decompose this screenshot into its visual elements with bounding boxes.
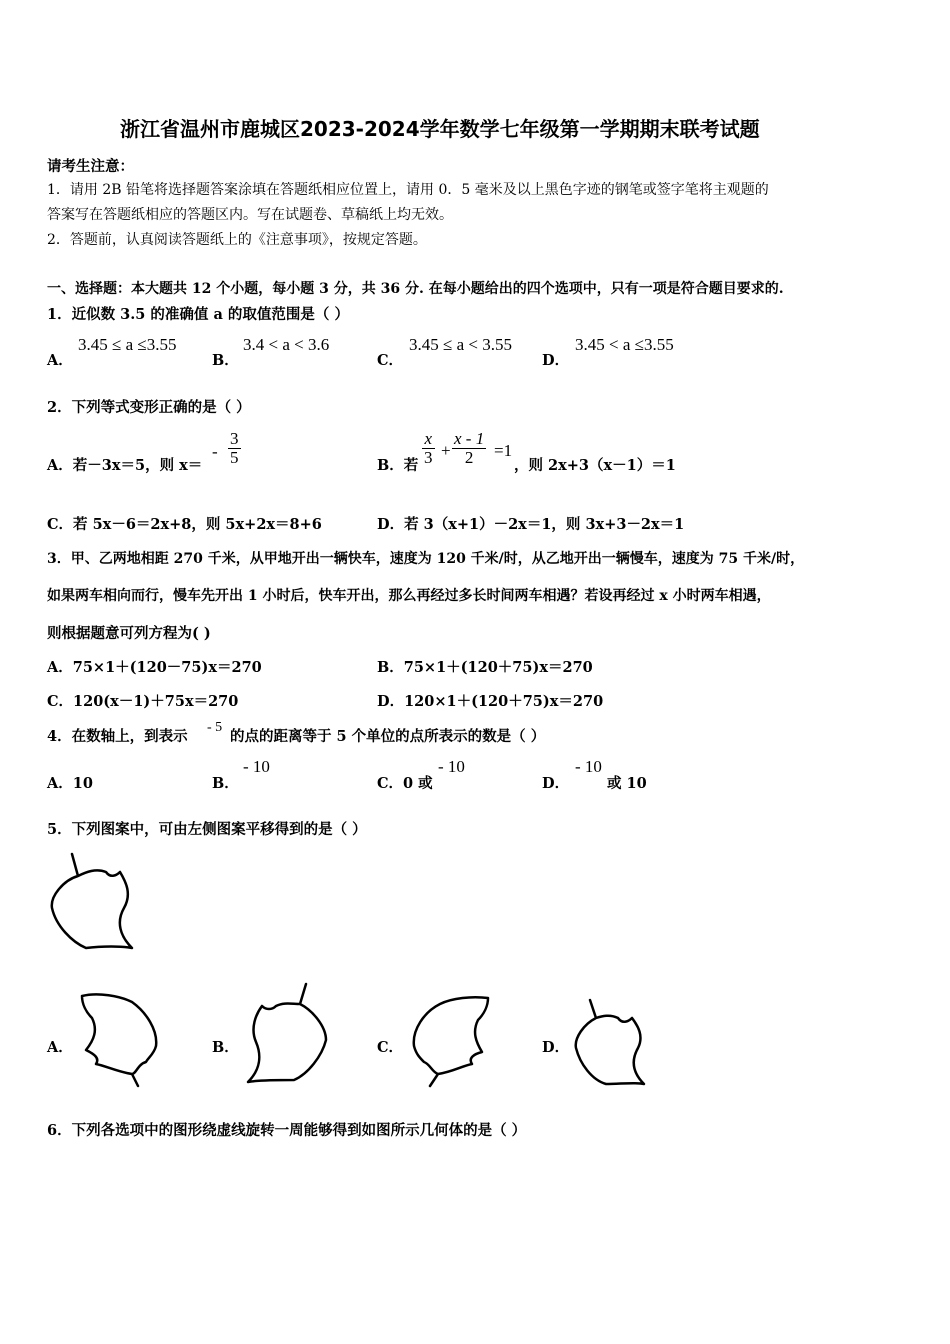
q4-option-c-value: - 10 <box>438 757 465 776</box>
notice-line1b: 答案写在答题纸相应的答题区内。写在试题卷、草稿纸上均无效。 <box>47 207 453 223</box>
q1-option-a: 3.45 ≤ a ≤3.55 <box>78 335 177 354</box>
q5-label-a: A． <box>47 1039 73 1056</box>
q3-stem-line3: 则根据题意可列方程为( ) <box>47 625 211 642</box>
q5-label-d: D． <box>542 1039 570 1056</box>
q2-b-equals: =1 <box>494 441 513 460</box>
q4-option-d-post: 或 10 <box>607 775 647 792</box>
q4-stem-pre: 4．在数轴上，到表示 <box>47 728 188 745</box>
q3-option-b: B．75×1＋(120＋75)x＝270 <box>377 659 593 676</box>
q4-stem-post: 的点的距离等于 5 个单位的点所表示的数是（ ） <box>230 728 546 745</box>
q5-stem: 5．下列图案中，可由左侧图案平移得到的是（ ） <box>47 821 367 838</box>
q2-a-numerator: 3 <box>230 429 239 448</box>
q5-option-b-leaf <box>240 982 335 1090</box>
q3-stem-line1: 3．甲、乙两地相距 270 千米，从甲地开出一辆快车，速度为 120 千米/时，从乙地开出一辆慢车，速度为 75 千米/时， <box>47 551 805 567</box>
q4-stem-number: - 5 <box>207 720 223 735</box>
q1-stem: 1．近似数 3.5 的准确值 a 的取值范围是（ ） <box>47 306 349 323</box>
q2-b-f1-numerator: x <box>424 429 433 448</box>
q3-option-d: D．120×1＋(120＋75)x＝270 <box>377 693 604 710</box>
page-title: 浙江省温州市鹿城区2023-2024学年数学七年级第一学期期末联考试题 <box>120 117 760 141</box>
q2-b-fraction-2 <box>452 430 486 467</box>
q4-label-d: D． <box>542 775 570 792</box>
notice-heading: 请考生注意： <box>47 158 134 175</box>
q2-option-a-minus: - <box>212 442 218 461</box>
q5-reference-leaf <box>44 848 139 956</box>
q2-b-fraction-1 <box>422 430 435 467</box>
notice-line2: 2．答题前，认真阅读答题纸上的《注意事项》，按规定答题。 <box>47 232 427 248</box>
q3-stem-line2: 如果两车相向而行，慢车先开出 1 小时后，快车开出，那么再经过多长时间两车相遇？若设再经过 x 小时两车相遇， <box>47 588 771 604</box>
q2-option-a-text: A．若－3x＝5，则 x＝ <box>47 457 203 474</box>
q2-b-plus: + <box>441 441 451 460</box>
q3-option-a: A．75×1＋(120－75)x＝270 <box>47 659 262 676</box>
q2-stem: 2．下列等式变形正确的是（ ） <box>47 399 251 416</box>
q1-label-c: C． <box>377 352 404 369</box>
q4-option-a: A．10 <box>47 775 93 792</box>
section-heading: 一、选择题：本大题共 12 个小题，每小题 3 分，共 36 分. 在每小题给出的四个选项中，只有一项是符合题目要求的. <box>47 281 784 297</box>
q1-option-b: 3.4 < a < 3.6 <box>243 335 330 354</box>
q1-label-d: D． <box>542 352 570 369</box>
q6-stem: 6．下列各选项中的图形绕虚线旋转一周能够得到如图所示几何体的是（ ） <box>47 1122 527 1139</box>
q2-option-d: D．若 3（x+1）－2x＝1，则 3x+3－2x＝1 <box>377 516 685 533</box>
q2-b-f2-numerator: x - 1 <box>454 429 485 448</box>
q1-option-c: 3.45 ≤ a < 3.55 <box>409 335 512 354</box>
q4-option-b-value: - 10 <box>243 757 270 776</box>
q2-option-b-conclusion: ，则 2x+3（x－1）＝1 <box>514 457 676 474</box>
q5-option-a-leaf <box>72 990 162 1090</box>
q2-option-b-text: B．若 <box>377 457 419 474</box>
q3-option-c: C．120(x－1)＋75x＝270 <box>47 693 239 710</box>
q1-label-a: A． <box>47 352 73 369</box>
q5-label-c: C． <box>377 1039 404 1056</box>
q5-label-b: B． <box>212 1039 239 1056</box>
notice-line1a: 1．请用 2B 铅笔将选择题答案涂填在答题纸相应位置上，请用 0．5 毫米及以上黑色字迹的钢笔或签字笔将主观题的 <box>47 182 769 198</box>
q2-b-f1-denominator: 3 <box>424 448 433 467</box>
q4-option-d-value: - 10 <box>575 757 602 776</box>
q4-label-c: C．0 或 <box>377 775 433 792</box>
q1-option-d: 3.45 < a ≤3.55 <box>575 335 674 354</box>
q1-label-b: B． <box>212 352 239 369</box>
q2-option-c: C．若 5x－6＝2x+8，则 5x+2x＝8+6 <box>47 516 322 533</box>
q2-a-denominator: 5 <box>230 448 239 467</box>
q4-label-b: B． <box>212 775 239 792</box>
q2-option-a-fraction <box>228 430 241 467</box>
q5-option-d-leaf <box>568 996 653 1091</box>
q2-b-f2-denominator: 2 <box>464 448 474 467</box>
q5-option-c-leaf <box>404 992 499 1092</box>
